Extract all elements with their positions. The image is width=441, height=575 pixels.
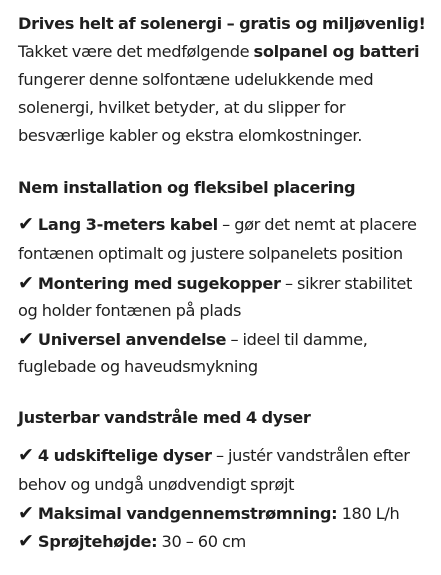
installation-item-2-cont: og holder fontænen på plads [18,301,242,320]
check-icon: ✔ [18,502,34,524]
item-title: Montering med sugekopper [37,274,281,293]
item-title: Sprøjtehøjde: [37,532,158,551]
item-text: – sikrer stabilitet [280,274,413,293]
item-text: 180 L/h [337,504,400,523]
intro-emphasis: solpanel og batteri [253,42,420,61]
jet-item-1 [18,445,410,466]
intro-line-5: besværlige kabler og ekstra elomkostninger. [18,126,362,145]
item-title: Maksimal vandgennemstrømning: [37,504,338,523]
installation-item-1-cont: fontænen optimalt og justere solpanelets position [18,244,403,263]
intro-text: Takket være det medfølgende [18,42,254,61]
item-title: 4 udskiftelige dyser [37,446,212,465]
installation-item-2 [18,273,412,294]
check-icon: ✔ [18,213,34,235]
jet-item-1-cont: behov og undgå unødvendigt sprøjt [18,475,295,494]
installation-item-3-cont: fuglebade og haveudsmykning [18,357,258,376]
check-icon: ✔ [18,444,34,466]
intro-line-4: solenergi, hvilket betyder, at du slipper for [18,98,346,117]
installation-item-3 [18,329,368,350]
intro-line-2 [18,42,419,62]
item-title: Universel anvendelse [37,330,227,349]
item-title: Lang 3-meters kabel [37,215,218,234]
item-text: – gør det nemt at placere [217,215,417,234]
check-icon: ✔ [18,272,34,294]
jet-item-3 [18,531,246,552]
check-icon: ✔ [18,328,34,350]
intro-line-3: fungerer denne solfontæne udelukkende med [18,70,374,89]
installation-item-1 [18,214,417,235]
item-text: – justér vandstrålen efter [211,446,410,465]
item-text: – ideel til damme, [226,330,368,349]
jet-heading: Justerbar vandstråle med 4 dyser [18,408,311,427]
jet-item-2 [18,503,399,524]
intro-heading: Drives helt af solenergi – gratis og miljøvenlig! [18,14,426,33]
installation-heading: Nem installation og fleksibel placering [18,178,356,197]
item-text: 30 – 60 cm [157,532,246,551]
check-icon: ✔ [18,530,34,552]
